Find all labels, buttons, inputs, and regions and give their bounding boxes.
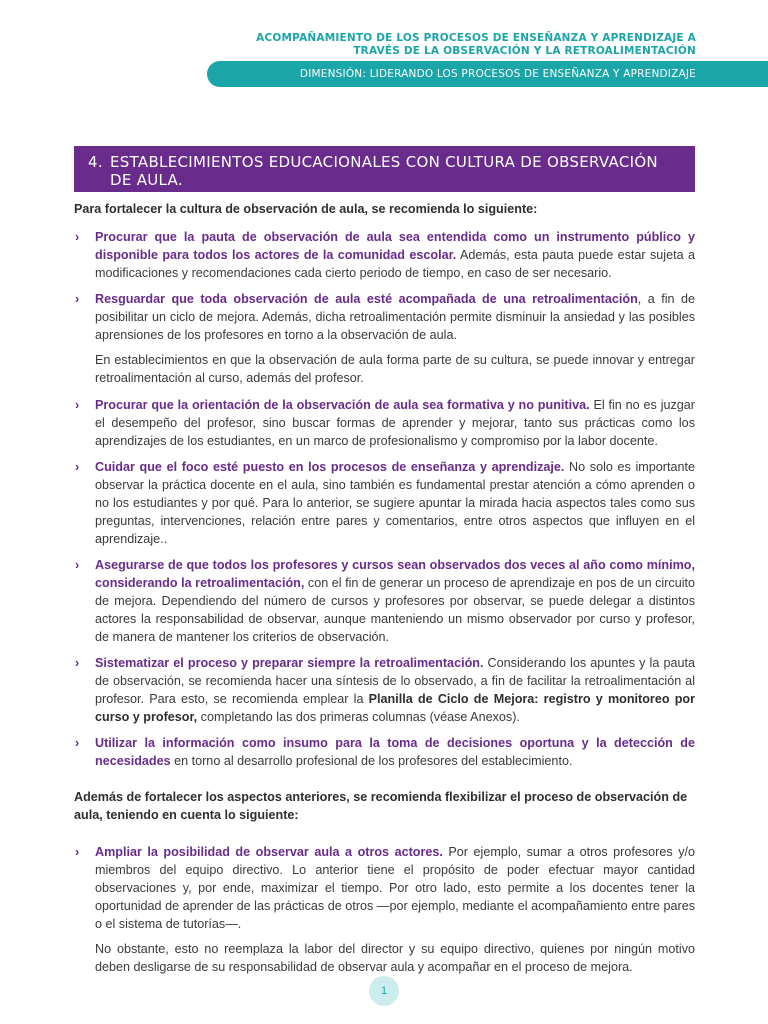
header-title-line-2: TRAVÉS DE LA OBSERVACIÓN Y LA RETROALIMENTACIÓN [353, 45, 696, 57]
section-number: 4. [88, 153, 103, 171]
list-item [74, 458, 695, 548]
bullet-icon: › [75, 736, 80, 750]
item-text: Considerando los apuntes y la pauta de observación, se recomienda hacer una síntesis de lo observado, a fin de facilitar la retroalimentación al profesor. Para esto, se recomienda emplear la [95, 656, 695, 706]
bullet-icon: › [75, 845, 80, 859]
bullet-icon: › [75, 398, 80, 412]
item-text: Por ejemplo, sumar a otros profesores y/o miembros del equipo directivo. Lo anterior tiene el propósito de poder efectuar mayor cantidad observaciones y, por ende, maximizar el tiempo. Por otro lado, esto permite a los docentes tener la oportunidad de aprender de las prácticas de otros —por ejemplo, mediante el acompañamiento entre pares o el sistema de tutorías—. [95, 845, 695, 931]
item-highlight: Ampliar la posibilidad de observar aula a otros actores. [95, 845, 443, 859]
list-item [74, 843, 695, 933]
list-item [74, 734, 695, 770]
item-text: en torno al desarrollo profesional de los profesores del establecimiento. [170, 754, 573, 768]
section-title-line-2: DE AULA. [110, 171, 183, 189]
item-highlight: Resguardar que toda observación de aula esté acompañada de una retroalimentación [95, 292, 638, 306]
list-item [74, 556, 695, 646]
bullet-icon: › [75, 656, 80, 670]
item-highlight: Asegurarse de que todos los profesores y cursos sean observados dos veces al año como mínimo, considerando la retroalimentación, [95, 558, 695, 590]
item-bold-reference: Planilla de Ciclo de Mejora: registro y monitoreo por curso y profesor, [95, 692, 695, 724]
page-number: 1 [369, 976, 399, 1006]
item-text: , a fin de posibilitar un ciclo de mejora. Además, dicha retroalimentación permite disminuir la ansiedad y las posibles aprensiones de los profesores en torno a la observación de aula. [95, 292, 696, 342]
section-title-line-1: ESTABLECIMIENTOS EDUCACIONALES CON CULTURA DE OBSERVACIÓN [110, 153, 658, 171]
bullet-icon: › [75, 292, 80, 306]
item-highlight: Sistematizar el proceso y preparar siempre la retroalimentación. [95, 656, 484, 670]
item-highlight: Cuidar que el foco esté puesto en los procesos de enseñanza y aprendizaje. [95, 460, 565, 474]
body-paragraph: No obstante, esto no reemplaza la labor del director y su equipo directivo, quienes por ningún motivo deben desligarse de su responsabilidad de observar aula y acompañar en el proceso de mejora. [95, 942, 695, 974]
bullet-icon: › [75, 460, 80, 474]
bullet-icon: › [75, 558, 80, 572]
item-highlight: Utilizar la información como insumo para la toma de decisiones oportuna y la detección de necesidades [95, 736, 695, 768]
item-text: Además, esta pauta puede estar sujeta a modificaciones y recomendaciones cada cierto periodo de tiempo, en caso de ser necesario. [95, 248, 695, 280]
item-text-after: completando las dos primeras columnas (véase Anexos). [197, 710, 520, 724]
list-item [74, 290, 695, 344]
item-text: con el fin de generar un proceso de aprendizaje en pos de un circuito de mejora. Dependiendo del número de cursos y profesores por observar, se puede delegar a distintos actores la responsabilidad de observar, aunque manteniendo un mismo observador por curso y profesor, de manera de mantener los criterios de observación. [95, 576, 696, 644]
body-paragraph: En establecimientos en que la observación de aula forma parte de su cultura, se puede innovar y entregar retroalimentación al curso, además del profesor. [95, 353, 695, 385]
dimension-banner: DIMENSIÓN: LIDERANDO LOS PROCESOS DE ENSEÑANZA Y APRENDIZAJE [207, 61, 768, 87]
header-title-line-1: ACOMPAÑAMIENTO DE LOS PROCESOS DE ENSEÑANZA Y APRENDIZAJE A [256, 32, 696, 44]
item-highlight: Procurar que la orientación de la observación de aula sea formativa y no punitiva. [95, 398, 590, 412]
item-text: El fin no es juzgar el desempeño del profesor, sino buscar formas de aprender y mejorar, tanto sus prácticas como los aprendizajes de los estudiantes, en un marco de profesionalismo y compromiso por la labor docente. [95, 398, 695, 448]
item-text: No solo es importante observar la práctica docente en el aula, sino también es fundamental prestar atención a cómo aprenden o no los estudiantes y por qué. Para lo anterior, se sugiere apuntar la mirada hacia aspectos tales como sus preguntas, intervenciones, relación entre pares y comentarios, entre otros aspectos que influyen en el aprendizaje.. [95, 460, 696, 546]
list-item [74, 654, 695, 726]
bullet-icon: › [75, 230, 80, 244]
page-content [74, 200, 695, 985]
list-item [74, 228, 695, 282]
item-highlight: Procurar que la pauta de observación de aula sea entendida como un instrumento público y disponible para todos los actores de la comunidad escolar. [95, 230, 695, 262]
section-heading [74, 146, 695, 192]
list-item [74, 396, 695, 450]
second-intro-paragraph: Además de fortalecer los aspectos anteriores, se recomienda flexibilizar el proceso de observación de aula, teniendo en cuenta lo siguiente: [74, 790, 688, 822]
intro-paragraph: Para fortalecer la cultura de observación de aula, se recomienda lo siguiente: [74, 202, 538, 216]
document-header-title [256, 32, 696, 58]
